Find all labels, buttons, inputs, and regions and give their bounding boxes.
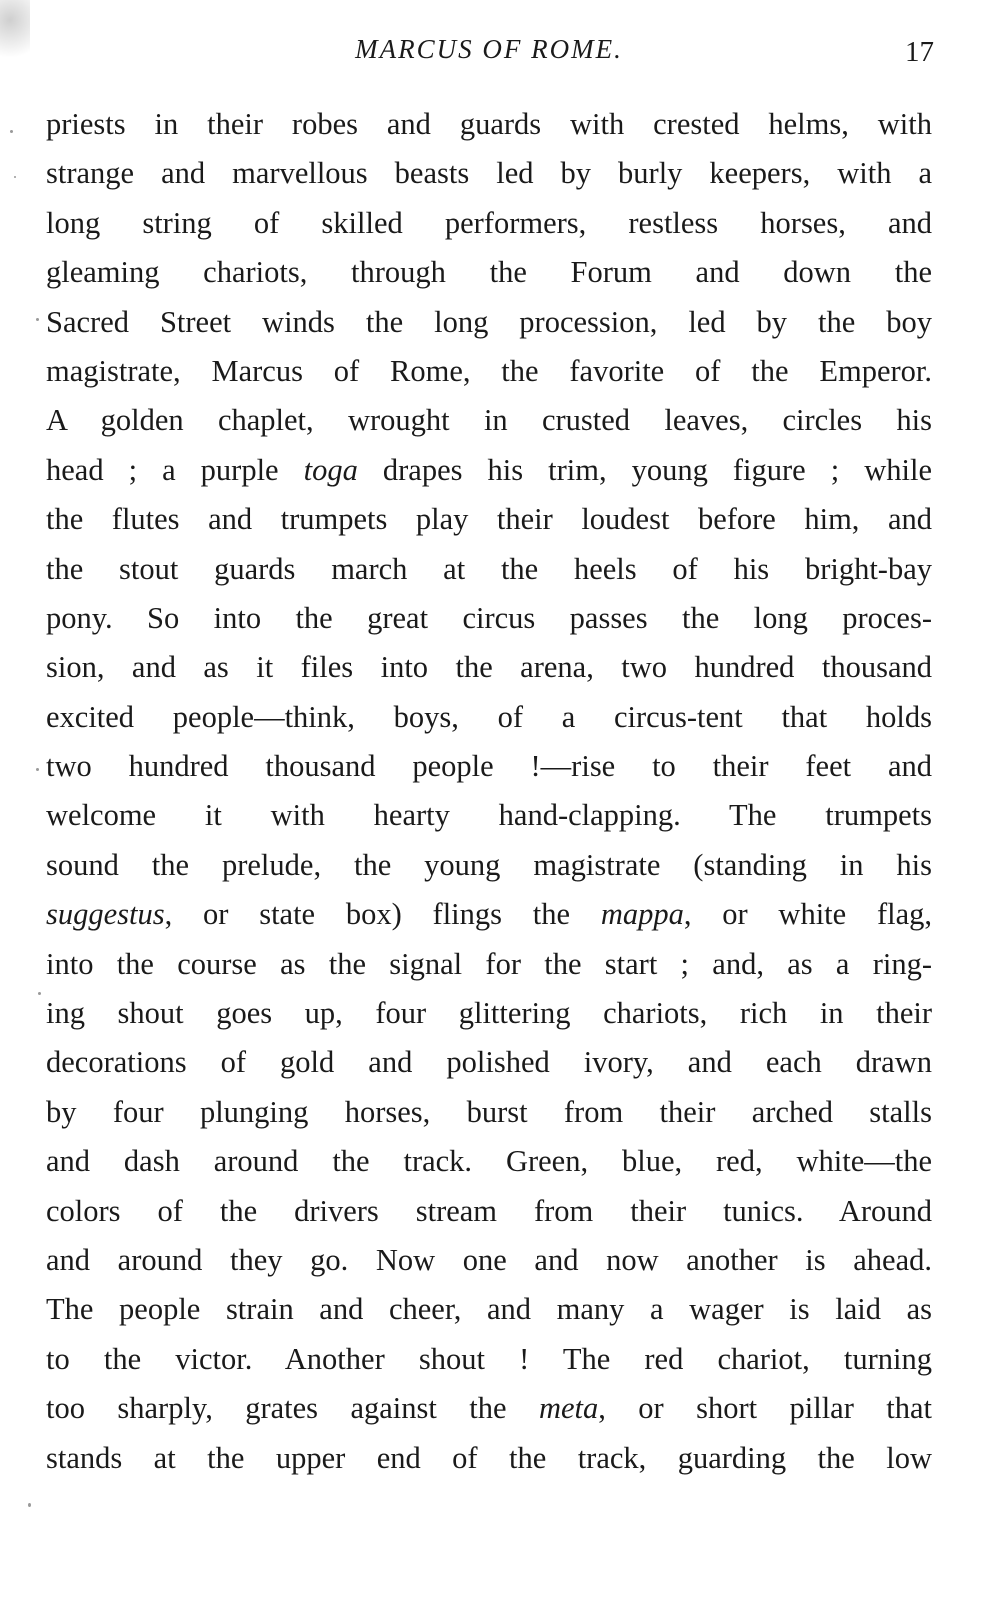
text-segment: sion, and as it files into the arena, two hundred thousand — [46, 650, 932, 685]
text-segment: and dash around the track. Green, blue, red, white—the — [46, 1144, 932, 1179]
scan-mark — [14, 176, 16, 178]
running-title: MARCUS OF ROME. — [355, 34, 623, 64]
text-line — [46, 248, 932, 297]
text-segment: excited people—think, boys, of a circus-tent that holds — [46, 699, 932, 734]
text-segment: The people strain and cheer, and many a wager is laid as — [46, 1292, 932, 1327]
text-line — [46, 841, 932, 890]
text-line — [46, 1038, 932, 1087]
text-segment: priests in their robes and guards with crested helms, with — [46, 107, 932, 141]
body-text — [46, 100, 932, 1483]
scan-mark — [36, 318, 39, 321]
text-segment: into the course as the signal for the start ; and, as a ring- — [46, 946, 932, 981]
page-number: 17 — [905, 36, 934, 68]
text-line — [46, 742, 932, 791]
text-segment: stands at the upper end of the track, guarding the low — [46, 1440, 932, 1475]
text-line — [46, 298, 932, 347]
text-line — [46, 594, 932, 643]
italic-term: mappa — [600, 897, 684, 932]
text-segment: sound the prelude, the young magistrate (standing in his — [46, 847, 932, 882]
text-segment: pony. So into the great circus passes the long proces- — [46, 600, 932, 635]
italic-term: suggestus — [46, 897, 165, 932]
scan-mark — [10, 130, 13, 133]
text-segment: , or state box) flings the — [164, 897, 601, 932]
scan-speckle — [0, 0, 30, 70]
text-segment: head ; a purple — [46, 452, 304, 487]
text-line — [46, 545, 932, 594]
text-line — [46, 347, 932, 396]
text-segment: ing shout goes up, four glittering chariots, rich in their — [46, 996, 932, 1031]
text-line — [46, 1137, 932, 1186]
text-segment: A golden chaplet, wrought in crusted leaves, circles his — [46, 403, 932, 438]
italic-term: meta — [538, 1391, 599, 1426]
text-segment: , or white flag, — [683, 897, 932, 932]
text-segment: by four plunging horses, burst from their arched stalls — [46, 1094, 932, 1129]
text-line — [46, 693, 932, 742]
text-line — [46, 1285, 932, 1334]
text-segment: the stout guards march at the heels of his bright-bay — [46, 551, 932, 586]
text-segment: the flutes and trumpets play their loudest before him, and — [46, 502, 932, 537]
text-line — [46, 149, 932, 198]
text-line — [46, 791, 932, 840]
text-segment: magistrate, Marcus of Rome, the favorite of the Emperor. — [46, 353, 932, 388]
text-segment: two hundred thousand people !—rise to their feet and — [46, 749, 932, 784]
scan-mark — [28, 1503, 31, 1507]
text-segment: colors of the drivers stream from their tunics. Around — [46, 1193, 932, 1228]
text-line — [46, 495, 932, 544]
text-line — [46, 1434, 932, 1483]
text-line — [46, 199, 932, 248]
text-segment: too sharply, grates against the — [46, 1391, 539, 1426]
text-line — [46, 1187, 932, 1236]
text-segment: to the victor. Another shout ! The red chariot, turning — [46, 1341, 932, 1376]
text-segment: strange and marvellous beasts led by burly keepers, with a — [46, 156, 932, 191]
text-line — [46, 396, 932, 445]
text-segment: decorations of gold and polished ivory, and each drawn — [46, 1045, 932, 1080]
text-segment: , or short pillar that — [598, 1391, 932, 1426]
text-line — [46, 643, 932, 692]
text-line — [46, 940, 932, 989]
text-line — [46, 890, 932, 939]
text-segment: welcome it with hearty hand-clapping. The trumpets — [46, 798, 932, 833]
text-line — [46, 1088, 932, 1137]
text-line — [46, 1335, 932, 1384]
text-line — [46, 1236, 932, 1285]
italic-term: toga — [303, 452, 358, 487]
text-line — [46, 989, 932, 1038]
scan-mark — [38, 992, 41, 995]
text-segment: drapes his trim, young figure ; while — [357, 452, 932, 487]
text-line — [46, 446, 932, 495]
text-segment: and around they go. Now one and now another is ahead. — [46, 1242, 932, 1277]
text-line — [46, 1384, 932, 1433]
page-header — [44, 34, 934, 74]
text-segment: gleaming chariots, through the Forum and down the — [46, 255, 932, 290]
text-segment: Sacred Street winds the long procession, led by the boy — [46, 304, 932, 339]
text-segment: long string of skilled performers, restless horses, and — [46, 205, 932, 240]
text-line — [46, 100, 932, 149]
scan-mark — [36, 768, 39, 771]
